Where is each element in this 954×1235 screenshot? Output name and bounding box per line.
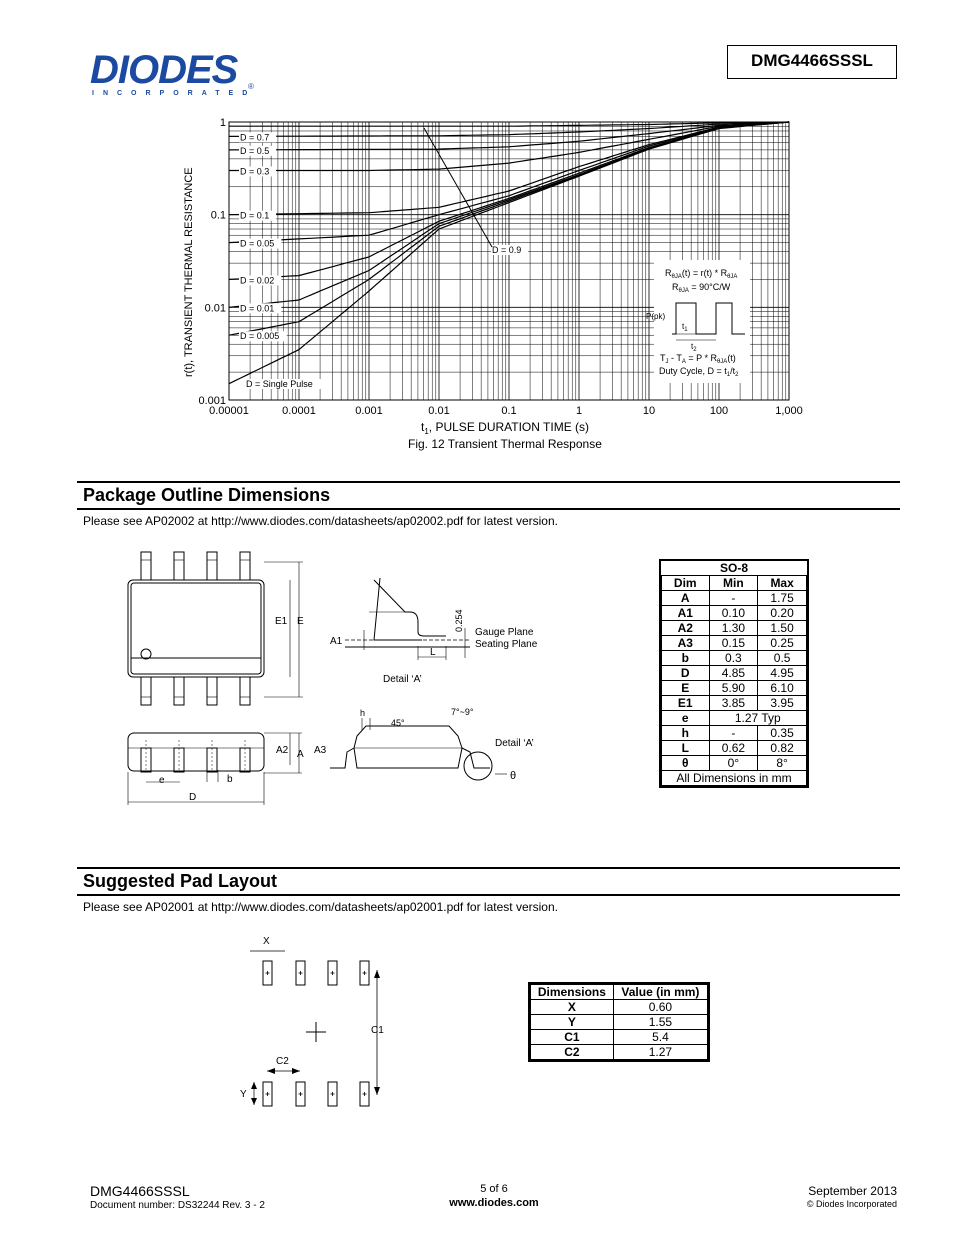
svg-text:Detail ‘A’: Detail ‘A’ — [383, 674, 422, 685]
package-note: Please see AP02002 at http://www.diodes.com/datasheets/ap02002.pdf for latest version. — [83, 514, 558, 528]
so8-table-footer: All Dimensions in mm — [662, 771, 807, 786]
footer-page: 5 of 6 — [480, 1183, 508, 1195]
svg-text:Duty Cycle, D = t1/t2: Duty Cycle, $D = t_1/t_2$ — [659, 366, 739, 378]
so8-cell-dim: E — [662, 681, 710, 696]
section-rule-bottom — [77, 508, 900, 510]
logo-wordmark: DIODES — [90, 48, 238, 92]
pad-rule-top — [77, 867, 900, 869]
footer-date: September 2013 — [808, 1184, 897, 1198]
figure-caption: Fig. 12 Transient Thermal Response — [408, 437, 602, 451]
transient-thermal-chart — [0, 110, 954, 460]
series-label: D = 0.005 — [240, 331, 280, 342]
svg-text:E1: E1 — [275, 616, 288, 627]
svg-text:t1: $t_1$ — [682, 322, 688, 333]
so8-table-title: SO-8 — [662, 561, 807, 576]
series-label: D = 0.5 — [240, 145, 270, 156]
package-section-title: Package Outline Dimensions — [83, 485, 331, 505]
so8-header-min: Min — [709, 576, 758, 591]
svg-text:A: A — [297, 749, 304, 760]
so8-cell-min: 0.3 — [709, 651, 758, 666]
so8-cell-max: 0.82 — [758, 741, 807, 756]
so8-cell-min: 0.15 — [709, 636, 758, 651]
pad-header-dimensions: Dimensions — [531, 985, 614, 1000]
series-label: D = Single Pulse — [246, 379, 313, 389]
svg-text:E: E — [297, 616, 304, 627]
svg-text:h: h — [360, 708, 366, 718]
section-rule-top — [77, 481, 900, 483]
pad-cell-dimension: C2 — [531, 1045, 614, 1060]
so8-cell-dim: θ — [662, 756, 710, 771]
so8-dimension-table — [659, 559, 809, 788]
pad-cell-value: 1.27 — [613, 1045, 707, 1060]
so8-cell-dim: A3 — [662, 636, 710, 651]
svg-text:TJ - TA = P * RθJA(t): $T_J - T_A = P * R_{\theta JA}(t)$ — [660, 353, 736, 365]
svg-text:X: X — [263, 936, 270, 947]
end-view — [314, 707, 534, 782]
logo-subtitle: INCORPORATED — [92, 90, 257, 97]
pad-header-value: Value (in mm) — [613, 985, 707, 1000]
footer-part: DMG4466SSSL — [90, 1183, 190, 1199]
series-label: D = 0.3 — [240, 166, 270, 177]
series-label: D = 0.05 — [240, 238, 275, 249]
logo-registered: ® — [248, 82, 254, 91]
side-view — [128, 733, 304, 805]
svg-text:Detail ‘A’: Detail ‘A’ — [495, 738, 534, 749]
x-tick-label: 0.01 — [428, 405, 450, 417]
svg-text:P(pk): P(pk) — [646, 312, 666, 321]
so8-cell-max: 0.5 — [758, 651, 807, 666]
inset-box — [646, 260, 750, 383]
svg-text:Y: Y — [240, 1089, 247, 1100]
footer-copyright: © Diodes Incorporated — [806, 1199, 897, 1209]
x-tick-label: 100 — [709, 405, 729, 417]
svg-text:Seating Plane: Seating Plane — [475, 639, 538, 650]
pad-cell-dimension: Y — [531, 1015, 614, 1030]
x-tick-label: 0.00001 — [209, 405, 249, 417]
so8-cell-max: 0.25 — [758, 636, 807, 651]
svg-text:7°~9°: 7°~9° — [451, 707, 474, 717]
so8-cell-max: 8° — [758, 756, 807, 771]
pad-layout-drawing — [230, 930, 400, 1110]
svg-text:L: L — [430, 647, 436, 658]
svg-text:A2: A2 — [276, 745, 289, 756]
so8-cell-min: 5.90 — [709, 681, 758, 696]
so8-cell-max: 0.20 — [758, 606, 807, 621]
so8-cell-dim: e — [662, 711, 710, 726]
x-tick-label: 1,000 — [775, 405, 803, 417]
footer-url[interactable]: www.diodes.com — [449, 1197, 539, 1209]
y-tick-label: 1 — [219, 117, 226, 129]
so8-cell-dim: D — [662, 666, 710, 681]
so8-cell-max: 4.95 — [758, 666, 807, 681]
pad-cell-value: 5.4 — [613, 1030, 707, 1045]
y-axis-label: r(t), TRANSIENT THERMAL RESISTANCE — [183, 167, 195, 377]
so8-cell-value: 1.27 Typ — [709, 711, 806, 726]
series-label: D = 0.1 — [240, 210, 270, 221]
svg-text:C2: C2 — [276, 1056, 289, 1067]
so8-header-max: Max — [758, 576, 807, 591]
x-tick-label: 0.0001 — [282, 405, 316, 417]
so8-cell-min: 0.62 — [709, 741, 758, 756]
x-tick-label: 1 — [575, 405, 583, 417]
series-label: D = 0.9 — [492, 245, 522, 255]
pad-cell-value: 1.55 — [613, 1015, 707, 1030]
so8-cell-dim: A2 — [662, 621, 710, 636]
so8-cell-dim: A — [662, 591, 710, 606]
svg-text:A1: A1 — [330, 636, 343, 647]
so8-cell-min: 0° — [709, 756, 758, 771]
so8-cell-max: 1.50 — [758, 621, 807, 636]
so8-cell-max: 0.35 — [758, 726, 807, 741]
pad-rule-bottom — [77, 894, 900, 896]
company-logo — [90, 50, 260, 100]
y-tick-label: 0.1 — [210, 209, 226, 222]
svg-text:C1: C1 — [371, 1025, 384, 1036]
pad-cell-dimension: C1 — [531, 1030, 614, 1045]
top-view — [128, 552, 304, 705]
series-label: D = 0.7 — [240, 132, 270, 143]
x-tick-label: 0.1 — [501, 405, 517, 417]
svg-text:RθJA(t) = r(t) * RθJA: $R_{\theta JA}(t) = r(t) * R_{\theta JA}$ — [665, 268, 738, 280]
svg-text:RθJA = 90°C/W: $R_{\theta JA} = 90^\circ C/W$ — [672, 282, 731, 294]
y-tick-label: 0.01 — [204, 302, 226, 315]
svg-text:D: D — [189, 792, 197, 803]
so8-cell-min: 4.85 — [709, 666, 758, 681]
series-label: D = 0.02 — [240, 275, 275, 286]
svg-text:A3: A3 — [314, 745, 327, 756]
package-outline-drawing — [0, 540, 660, 820]
so8-cell-min: - — [709, 591, 758, 606]
so8-cell-min: - — [709, 726, 758, 741]
pad-cell-dimension: X — [531, 1000, 614, 1015]
svg-text:t2: $t_2$ — [691, 342, 697, 353]
y-tick-label: 0.001 — [198, 395, 226, 407]
part-number-box: DMG4466SSSL — [727, 45, 897, 79]
svg-text:e: e — [159, 775, 165, 786]
footer-doc: Document number: DS32244 Rev. 3 - 2 — [90, 1200, 265, 1211]
x-tick-label: 10 — [642, 405, 656, 417]
pad-dimension-table — [528, 982, 710, 1062]
x-axis-label: $t_1$, PULSE DURATION TIME (s) — [421, 420, 590, 436]
svg-text:θ: θ — [510, 770, 517, 782]
so8-cell-min: 0.10 — [709, 606, 758, 621]
so8-cell-max: 6.10 — [758, 681, 807, 696]
so8-cell-dim: L — [662, 741, 710, 756]
x-tick-label: 0.001 — [355, 405, 383, 417]
pad-cell-value: 0.60 — [613, 1000, 707, 1015]
so8-cell-max: 3.95 — [758, 696, 807, 711]
so8-header-dim: Dim — [662, 576, 710, 591]
so8-cell-dim: h — [662, 726, 710, 741]
gauge-detail — [330, 578, 538, 685]
so8-cell-min: 3.85 — [709, 696, 758, 711]
so8-cell-dim: E1 — [662, 696, 710, 711]
svg-text:b: b — [227, 774, 233, 785]
svg-text:Gauge Plane: Gauge Plane — [475, 627, 534, 638]
so8-cell-dim: A1 — [662, 606, 710, 621]
so8-cell-max: 1.75 — [758, 591, 807, 606]
pad-section-title: Suggested Pad Layout — [83, 871, 278, 891]
svg-text:45°: 45° — [391, 718, 405, 728]
svg-text:0.254: 0.254 — [454, 609, 464, 632]
so8-cell-dim: b — [662, 651, 710, 666]
pad-note: Please see AP02001 at http://www.diodes.com/datasheets/ap02001.pdf for latest version. — [83, 900, 558, 914]
series-label: D = 0.01 — [240, 303, 275, 314]
so8-cell-min: 1.30 — [709, 621, 758, 636]
